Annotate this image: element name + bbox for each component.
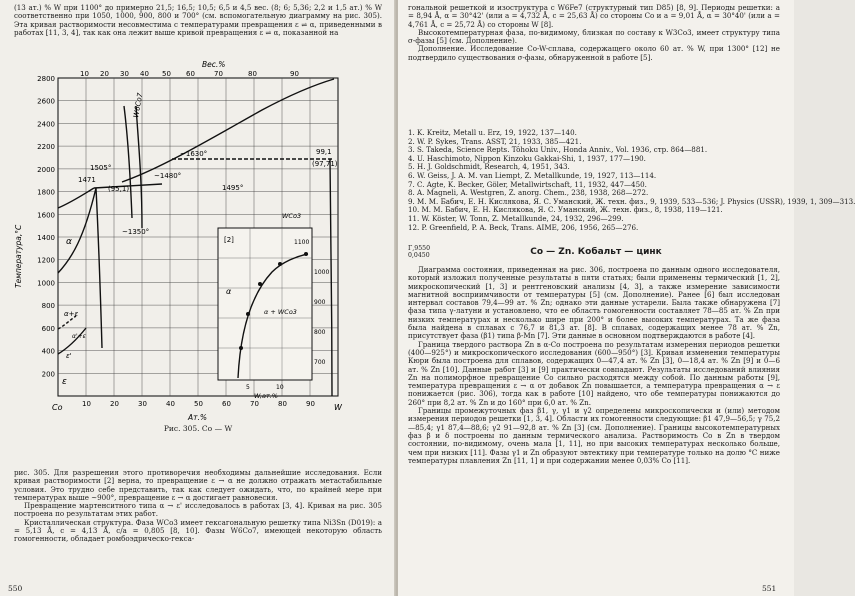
left-top-text xyxy=(14,4,382,37)
reference-item: 1. K. Kreitz, Metall u. Erz, 19, 1922, 137—140. xyxy=(408,128,577,137)
reference-item: 4. U. Haschimoto, Nippon Kinzoku Gakkai-Shi, 1, 1937, 177—190. xyxy=(408,153,646,163)
top-tick: 60 xyxy=(186,70,195,78)
w-solvus xyxy=(330,159,332,396)
comp-label: (97,71) xyxy=(312,160,338,168)
reference-item: 5. H. J. Goldschmidt, Research, 4, 1951, 343. xyxy=(408,162,570,172)
top-tick: 40 xyxy=(140,70,149,78)
bottom-tick: 20 xyxy=(110,400,119,408)
reference-item: 6. W. Geiss, J. A. M. van Liempt, Z. Metallkunde, 19, 1927, 113—114. xyxy=(408,170,657,180)
y-tick: 200 xyxy=(41,370,55,379)
alpha-eps-prime xyxy=(58,328,86,354)
paragraph: рис. 305. Для разрешения этого противоречия необходимы дальнейшие исследования. Если кривая растворимости [2] верна, то превращение ε → α не должно отражать метастабильные условия. Это трудно себе представить, так как следует ожидать, что, по крайней мере при температурах выше ~900°, превращение ε → α достигает равновесия. xyxy=(14,468,382,502)
y-tick: 2400 xyxy=(37,120,55,129)
y-tick: 1800 xyxy=(37,188,55,197)
bottom-tick: 90 xyxy=(306,400,315,408)
udc-line: Γ,9550 xyxy=(408,245,431,252)
inset-t800: 800 xyxy=(314,329,326,336)
temp-label: 1471 xyxy=(78,176,96,184)
right-top-text xyxy=(408,4,780,62)
reference-item: 3. S. Takeda, Science Repts. Tôhoku Univ., Honda Anniv., Vol. 1936, стр. 864—881. xyxy=(408,145,708,155)
inset-field-label: α + WCo3 xyxy=(264,308,297,316)
bottom-tick: 60 xyxy=(222,400,231,408)
comp-label: (95,1) xyxy=(108,185,130,193)
top-tick: 50 xyxy=(162,70,171,78)
top-tick: 90 xyxy=(290,70,299,78)
y-tick: 1200 xyxy=(37,256,55,265)
y-tick: 400 xyxy=(41,347,55,356)
reference-item: 10. М. М. Бабич, Е. Н. Кислякова, Я. С. Уманский, Ж. техн. физ., 8, 1938, 119—121. xyxy=(408,205,723,215)
temp-label: 1495° xyxy=(222,184,244,192)
paragraph: Границы промежуточных фаз β1, γ, γ1 и γ2 определены микроскопически и (или) методом измерения периодов решетки [1, 3, 4]. Области их гомогенности следующие: β1 47,9—56,5; γ 75,2—85,4; γ1 87,4—88,6; γ2 91—92,8 ат. % Zn [3] (см. Дополнение). Границы высокотемпературных фаз β и δ построены по данным термического анализа. Растворимость Co в Zn в твердом состоянии, по-видимому, очень мала [1, 11], но при высоких температурах несколько больше, чем при низких [11]. Фазы γ1 и Zn образуют эвтектику при температуре только на долю °C ниже температуры плавления Zn [11, 1] и при содержании менее 0,03% Co [11]. xyxy=(408,406,780,465)
inset-x-label: W,ат.% xyxy=(254,392,278,400)
top-tick: 20 xyxy=(100,70,109,78)
y-axis-label: Температура,°С xyxy=(14,224,23,288)
inset-alpha: α xyxy=(226,287,232,296)
y-tick: 1600 xyxy=(37,211,55,220)
bottom-tick: 70 xyxy=(250,400,259,408)
comp-label: 99,1 xyxy=(316,148,332,156)
phase-eps-prime: ε' xyxy=(66,352,72,360)
temp-label: ~1630° xyxy=(180,150,208,158)
temp-label: ~1480° xyxy=(154,172,182,180)
y-tick: 1000 xyxy=(37,279,55,288)
top-axis-label: Вес.% xyxy=(202,60,226,69)
inset-t700: 700 xyxy=(314,359,326,366)
phase-alpha-eps: α+ε xyxy=(64,310,79,318)
reference-item: 9. М. М. Бабич, Е. Н. Кислякова, Я. С. Уманский, Ж. техн. физ., 9, 1939, 533—536; J. Physics (USSR), 1939, 1, 309—313. xyxy=(408,196,855,206)
y-tick: 1400 xyxy=(37,234,55,242)
inset-ref: [2] xyxy=(224,236,234,244)
top-tick: 70 xyxy=(214,70,223,78)
w6co7-label: W6Co7 xyxy=(132,92,145,119)
page-number-right: 551 xyxy=(762,584,777,593)
temp-label: 1505° xyxy=(90,164,112,172)
figure-caption: Рис. 305. Co — W xyxy=(163,424,233,433)
bottom-tick: 50 xyxy=(194,400,203,408)
right-body-text xyxy=(408,266,780,465)
bottom-axis-label: Ат.% xyxy=(188,413,208,422)
references-list xyxy=(408,128,855,232)
paragraph: Граница твердого раствора Zn в α-Co построена по результатам измерения периодов решетки (400—925°) и микроскопического исследования (600—950°) [3]. Кривая изменения температуры Кюри была построена для сплавов, содержащих 0—47,4 ат. % Zn [3], 0—18,4 ат. % Zn [9] и 0—6 ат. % Zn [10]. Данные работ [3] и [9] практически совпадают. Результаты исследований влияния Zn на полиморфное превращение Co сильно расходятся между собой. По данным работы [9], температура превращения ε → α от добавок Zn повышается, а температура превращения α → ε понижается (рис. 306), тогда как в работе [10] найдено, что обе температуры понижаются до 260° при 8,2 ат. % Zn и до 160° при 6,0 ат. % Zn. xyxy=(408,339,780,407)
y-tick: 600 xyxy=(41,324,55,333)
section-title: Co — Zn. Кобальт — цинк xyxy=(530,247,662,257)
left-page xyxy=(0,0,396,596)
paragraph: Диаграмма состояния, приведенная на рис. 306, построена по данным одного исследователя, который изложил полученные результаты в пяти статьях; были применены термический [1, 2], микроскопический [1, 3] и рентгеновский анализы [4, 3], а также измерение зависимости магнитной восприимчивости от температуры [5] (см. Дополнение). Ранее [6] был исследован интервал составов 79,4—99 ат. % Zn; однако эти данные устарели. Была также обнаружена [7] фаза типа γ-латуни и установлено, что ее область гомогенности составляет 78—85 ат. % Zn при низких температурах и несколько шире при 200° и более высоких температурах. Та же фаза была найдена в сплавах с 76,7 и 81,3 ат. [8]. В сплавах, содержащих менее 78 ат. % Zn, присутствует фаза (β1) типа β-Mn [7]. Эти данные в основном подтверждаются в работе [4]. xyxy=(408,265,780,341)
y-tick: 2800 xyxy=(37,75,55,83)
liquidus-co xyxy=(58,188,94,208)
inset-t900: 900 xyxy=(314,299,326,306)
udc-line: 0,0450 xyxy=(408,252,430,259)
y-tick: 800 xyxy=(41,302,55,311)
reference-item: 2. W. P. Sykes, Trans. ASST, 21, 1933, 385—421. xyxy=(408,136,582,146)
inset-t1100: 1100 xyxy=(294,239,310,246)
top-tick: 30 xyxy=(120,70,129,78)
inset-frame xyxy=(218,228,312,380)
inset-x-tick: 5 xyxy=(246,384,250,391)
reference-item: 11. W. Köster, W. Tonn, Z. Metallkunde, 24, 1932, 296—299. xyxy=(408,213,624,223)
paragraph: гональной решеткой и изоструктура с W6Fe7 (структурный тип D85) [8, 9]. Периоды решетки: a = 8,94 Å, α = 30°42' (или a = 4,732 Å, c = 25,63 Å) со стороны Co и a = 9,01 Å, α = 30°40' (или a = 4,761 Å, c = 25,72 Å) со стороны W [8]. xyxy=(408,3,780,29)
paragraph: Дополнение. Исследование Co-W-сплава, содержащего около 60 ат. % W, при 1300° [12] не подтвердило существования σ-фазы, обнаруженной в работе [5]. xyxy=(408,44,780,62)
paragraph: (13 ат.) % W при 1100° до примерно 21,5; 16,5; 10,5; 6,5 и 4,5 вес. (8; 6; 5,36; 2,2 и 1,5 ат.) % W соответственно при 1050, 1000, 900, 800 и 700° (см. вспомогательную диаграмму на рис. 305). Эта кривая растворимости несовместима с температурами превращения ε ⇌ α, приведенными в работах [11, 3, 4], так как она лежит выше кривой превращения ε ⇌ α, показанной на xyxy=(14,3,382,37)
top-tick: 80 xyxy=(248,70,257,78)
phase-alpha: α xyxy=(66,237,72,247)
bottom-tick: 40 xyxy=(166,400,175,408)
paragraph: Кристаллическая структура. Фаза WCo3 имеет гексагональную решетку типа Ni3Sn (D019): a = 5,13 Å, c = 4,13 Å, c/a = 0,805 [8, 10]. Фазы W6Co7, имеющей некоторую область гомогенности, обладает ромбоэдрическо-гекса- xyxy=(14,517,382,544)
bottom-ticks xyxy=(82,400,315,408)
inset-t1000: 1000 xyxy=(314,269,330,276)
y-tick: 2000 xyxy=(37,165,55,174)
left-element-label: Co xyxy=(52,403,63,412)
reference-item: 12. P. Greenfield, P. A. Beck, Trans. AIME, 206, 1956, 265—276. xyxy=(408,222,639,232)
right-page xyxy=(398,0,855,596)
top-ticks xyxy=(80,70,299,78)
w6co7-left xyxy=(124,106,132,218)
y-ticks xyxy=(37,75,55,378)
wco3-label: WCo3 xyxy=(282,212,302,220)
bottom-tick: 80 xyxy=(278,400,287,408)
bottom-tick: 30 xyxy=(138,400,147,408)
inset-x-tick: 10 xyxy=(276,384,284,391)
phase-eps: ε xyxy=(62,377,67,387)
y-tick: 2200 xyxy=(37,143,55,152)
reference-item: 7. C. Agte, K. Becker, Göler, Metallwirtschaft, 11, 1932, 447—450. xyxy=(408,179,647,189)
page-number-left: 550 xyxy=(8,584,23,593)
bottom-tick: 10 xyxy=(82,400,91,408)
reference-item: 8. A. Magneli, A. Westgren, Z. anorg. Chem., 238, 1938, 268—272. xyxy=(408,188,649,198)
wco3-line xyxy=(96,188,102,348)
paragraph: Превращение мартенситного типа α → ε' исследовалось в работах [3, 4]. Кривая на рис. 305 построена по результатам этих работ. xyxy=(14,501,382,519)
phase-diagram-co-w xyxy=(12,58,386,426)
y-tick: 2600 xyxy=(37,97,55,106)
paragraph: Высокотемпературная фаза, по-видимому, близкая по составу к W3Co3, имеет структуру типа σ-фазы [5] (см. Дополнение). xyxy=(408,27,780,46)
alpha-solvus xyxy=(58,188,96,273)
w6co7-right xyxy=(136,106,142,228)
right-element-label: W xyxy=(334,403,342,412)
phase-alpha-prime-eps: α'+ε xyxy=(72,333,86,340)
left-bottom-text xyxy=(14,469,382,544)
top-tick: 10 xyxy=(80,70,89,78)
temp-label: ~1350° xyxy=(122,228,150,236)
liquidus-w xyxy=(122,79,334,182)
